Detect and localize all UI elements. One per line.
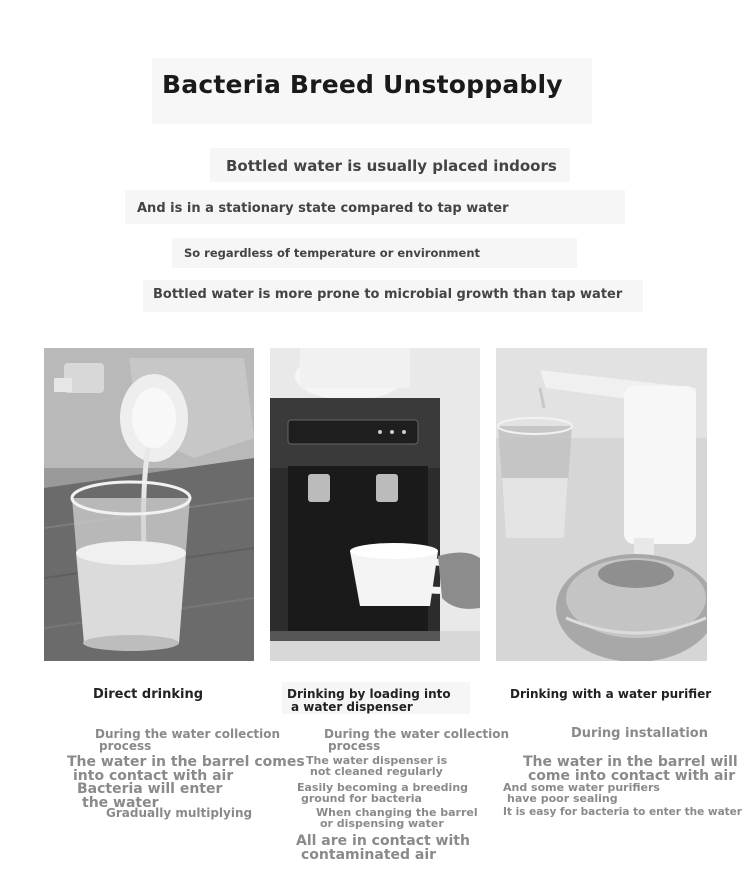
photo-direct-drinking xyxy=(44,348,254,661)
col3-text-4: And some water purifiers xyxy=(503,781,660,794)
photo-water-dispenser xyxy=(270,348,480,661)
intro-line-1: Bottled water is usually placed indoors xyxy=(226,157,557,175)
col2-text-4: not cleaned regularly xyxy=(310,765,443,778)
col2-text-6: ground for bacteria xyxy=(301,792,422,805)
col2-text-7: When changing the barrel xyxy=(316,806,478,819)
col1-text-6: the water xyxy=(82,795,159,811)
col1-text-5: Bacteria will enter xyxy=(77,781,223,797)
col2-text-1: During the water collection xyxy=(324,727,510,741)
caption-dispenser-line-2: a water dispenser xyxy=(291,700,413,714)
intro-line-4: Bottled water is more prone to microbial growth than tap water xyxy=(153,287,623,302)
col3-text-6: It is easy for bacteria to enter the water xyxy=(503,806,742,818)
intro-line-3: So regardless of temperature or environment xyxy=(184,246,481,260)
col2-text-9: All are in contact with xyxy=(296,833,470,849)
col2-text-3: The water dispenser is xyxy=(306,754,448,767)
col3-text-2: The water in the barrel will xyxy=(523,754,738,770)
col3-text-1: During installation xyxy=(571,726,708,741)
caption-water-purifier: Drinking with a water purifier xyxy=(510,687,712,701)
col3-text-3: come into contact with air xyxy=(528,768,736,784)
page-title: Bacteria Breed Unstoppably xyxy=(162,70,563,99)
col1-text-4: into contact with air xyxy=(73,768,234,784)
col2-text-5: Easily becoming a breeding xyxy=(297,781,469,794)
caption-direct-drinking: Direct drinking xyxy=(93,687,204,702)
col2-text-8: or dispensing water xyxy=(320,817,444,830)
caption-dispenser-line-1: Drinking by loading into xyxy=(287,687,451,701)
col1-text-7: Gradually multiplying xyxy=(106,806,253,820)
photo-water-purifier xyxy=(496,348,707,661)
col1-text-3: The water in the barrel comes xyxy=(67,754,305,770)
intro-line-2: And is in a stationary state compared to tap water xyxy=(137,201,509,216)
col3-text-5: have poor sealing xyxy=(507,792,618,805)
col2-text-10: contaminated air xyxy=(301,847,437,863)
col2-text-2: process xyxy=(328,739,381,753)
col1-text-2: process xyxy=(99,739,152,753)
col1-text-1: During the water collection xyxy=(95,727,281,741)
